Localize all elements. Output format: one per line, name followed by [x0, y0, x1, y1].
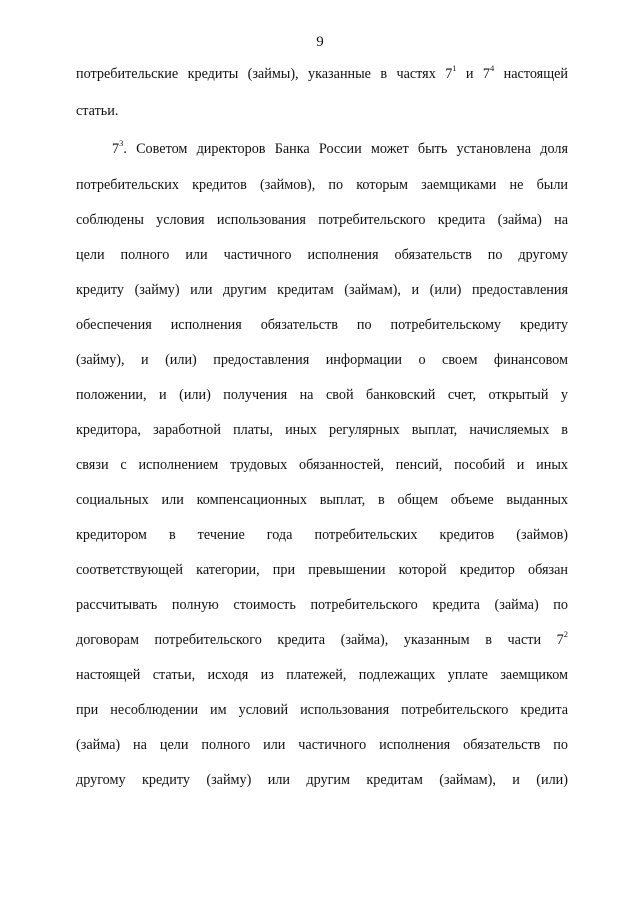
text-line: статьи. — [76, 103, 119, 119]
text-line: социальных или компенсационных выплат, в общем объеме выданных — [76, 492, 568, 508]
page-number: 9 — [316, 34, 324, 50]
text-line: соблюдены условия использования потребительского кредита (займа) на — [76, 212, 568, 228]
text-line: договорам потребительского кредита (займа), указанным в части $7^2$ — [76, 629, 568, 648]
text-line: (займу), и (или) предоставления информации о своем финансовом — [76, 352, 568, 368]
text-line: кредиту (займу) или другим кредитам (займам), и (или) предоставления — [76, 282, 568, 298]
text-line: соответствующей категории, при превышении которой кредитор обязан — [76, 562, 568, 578]
text-line: потребительских кредитов (займов), по которым заемщиками не были — [76, 177, 568, 193]
text-line: потребительские кредиты (займы), указанные в частях $7^1$ и $7^4$ настоящей — [76, 63, 569, 82]
text-line: обеспечения исполнения обязательств по потребительскому кредиту — [76, 317, 568, 333]
text-line: кредитора, заработной платы, иных регулярных выплат, начисляемых в — [76, 422, 568, 438]
text-line: положении, и (или) получения на свой банковский счет, открытый у — [76, 387, 568, 403]
text-line: (займа) на цели полного или частичного исполнения обязательств по — [76, 737, 568, 753]
text-line: другому кредиту (займу) или другим кредитам (займам), и (или) — [76, 772, 568, 788]
text-line: при несоблюдении им условий использования потребительского кредита — [76, 702, 568, 718]
text-line: рассчитывать полную стоимость потребительского кредита (займа) по — [76, 597, 568, 613]
text-line: связи с исполнением трудовых обязанностей, пенсий, пособий и иных — [76, 457, 568, 473]
text-line: цели полного или частичного исполнения обязательств по другому — [76, 247, 568, 263]
text-line: кредитором в течение года потребительских кредитов (займов) — [76, 527, 568, 543]
paragraph-first-line: $7^3$. Советом директоров Банка России может быть установлена доля — [112, 138, 568, 157]
text-line: настоящей статьи, исходя из платежей, подлежащих уплате заемщиком — [76, 667, 568, 683]
